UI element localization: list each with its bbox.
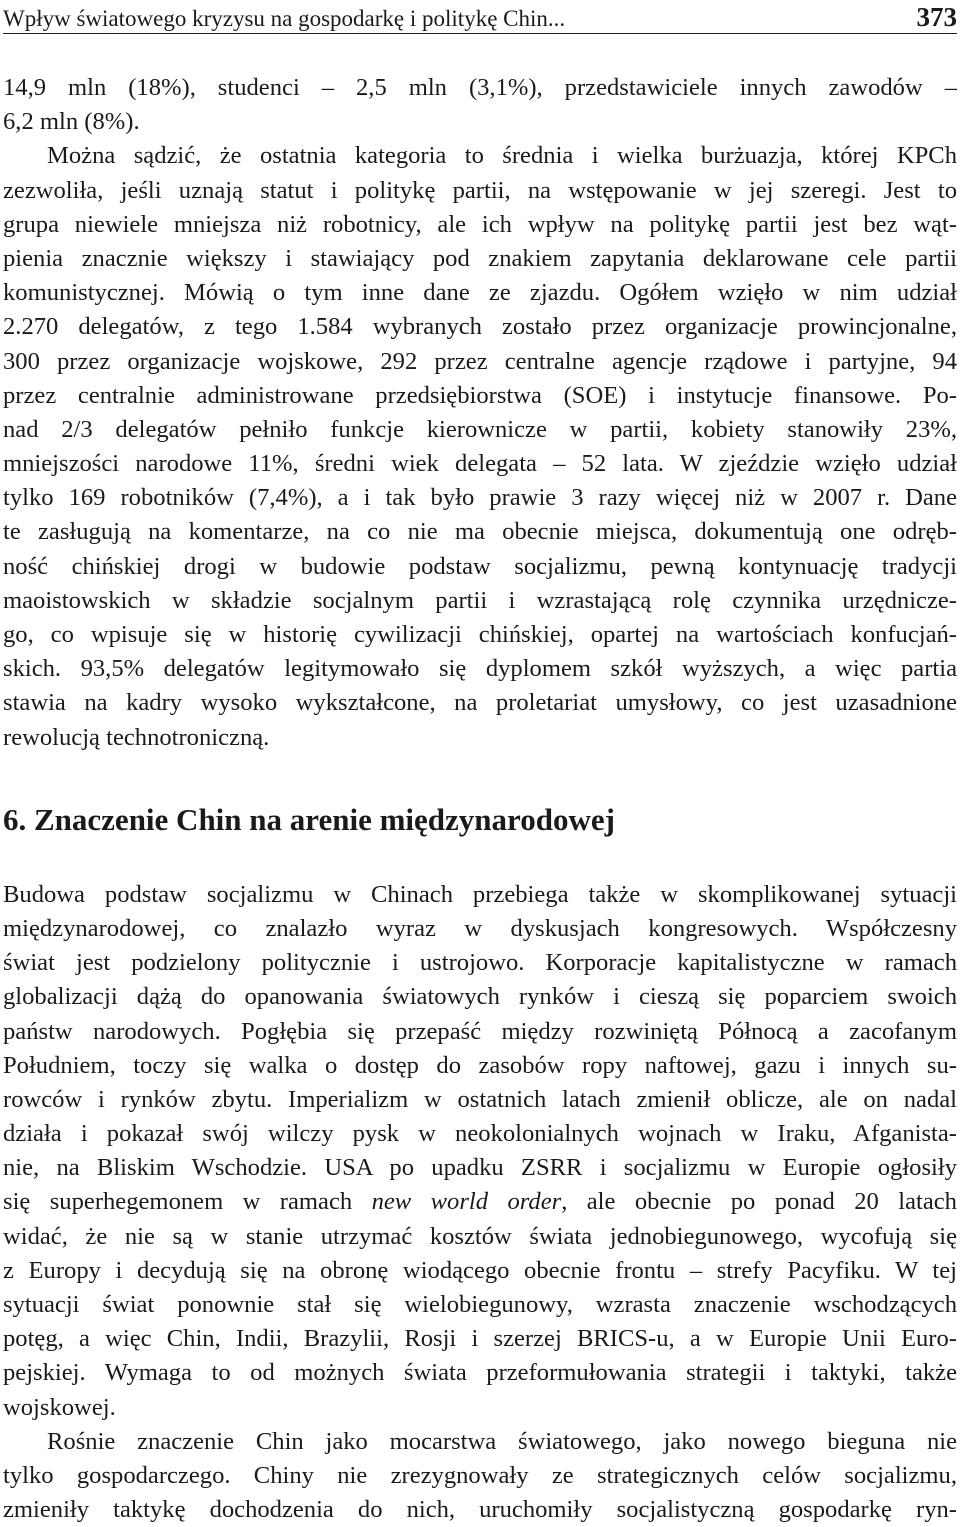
text-line: rewolucją technotroniczną. [3, 723, 270, 751]
text-line: rowców i rynków zbytu. Imperializm w ostatnich latach zmienił oblicze, ale on nadal [3, 1085, 957, 1113]
text-line: nie, na Bliskim Wschodzie. USA po upadku ZSRR i socjalizmu w Europie ogłosiły [3, 1154, 957, 1182]
text-line: zmieniły taktykę dochodzenia do nich, uruchomiły socjalistyczną gospodarkę ryn- [3, 1496, 957, 1524]
text-line: Rośnie znaczenie Chin jako mocarstwa światowego, jako nowego bieguna nie [47, 1427, 957, 1455]
paragraph-delegates [3, 139, 957, 754]
paragraph-china-power [3, 1425, 957, 1527]
text-line: widać, że nie są w stanie utrzymać kosztów świata jednobiegunowego, wycofują się [3, 1222, 957, 1250]
text-line: międzynarodowej, co znalazło wyraz w dyskusjach kongresowych. Współczesny [3, 914, 957, 942]
text-line: pejskiej. Wymaga to od możnych świata przeformułowania strategii i taktyki, także [3, 1359, 957, 1387]
running-title: Wpływ światowego kryzysu na gospodarkę i politykę Chin... [3, 6, 566, 31]
text-line: skich. 93,5% delegatów legitymowało się dyplomem szkół wyższych, a więc partia [3, 655, 957, 683]
text-line: tylko gospodarczego. Chiny nie zrezygnowały ze strategicznych celów socjalizmu, [3, 1461, 957, 1489]
text-fragment: , ale obecnie po ponad 20 latach [561, 1188, 957, 1216]
page-number: 373 [916, 2, 957, 32]
text-line: państw narodowych. Pogłębia się przepaść między rozwiniętą Północą a zacofanym [3, 1017, 957, 1045]
text-line: świat jest podzielony politycznie i ustrojowo. Korporacje kapitalistyczne w ramach [3, 949, 957, 977]
document-page [3, 0, 957, 1527]
running-header [3, 2, 957, 34]
text-line: wojskowej. [3, 1393, 116, 1421]
text-line: 6,2 mln (8%). [3, 108, 140, 136]
text-line: pienia znacznie większy i stawiający pod znakiem zapytania deklarowane cele partii [3, 244, 957, 272]
text-line: mniejszości narodowe 11%, średni wiek delegata – 52 lata. W zjeździe wzięło udział [3, 450, 957, 478]
text-line: grupa niewiele mniejsza niż robotnicy, ale ich wpływ na politykę partii jest bez wąt- [3, 210, 957, 238]
text-line: przez centralnie administrowane przedsiębiorstwa (SOE) i instytucje finansowe. Po- [3, 381, 957, 409]
text-fragment: się superhegemonem w ramach [3, 1188, 372, 1216]
text-line-with-italic [3, 1185, 957, 1219]
text-line: Południem, toczy się walka o dostęp do zasobów ropy naftowej, gazu i innych su- [3, 1051, 957, 1079]
text-line: Można sądzić, że ostatnia kategoria to średnia i wielka burżuazja, której KPCh [47, 142, 957, 170]
text-line: potęg, a więc Chin, Indii, Brazylii, Rosji i szerzej BRICS-u, a w Europie Unii Euro- [3, 1325, 957, 1353]
text-line: działa i pokazał swój wilczy pysk w neokolonialnych wojnach w Iraku, Afganista- [3, 1120, 957, 1148]
text-line: go, co wpisuje się w historię cywilizacji chińskiej, opartej na wartościach konfucjań- [3, 621, 957, 648]
text-line: nad 2/3 delegatów pełniło funkcje kierownicze w partii, kobiety stanowiły 23%, [3, 415, 957, 443]
text-line: maoistowskich w składzie socjalnym partii i wzrastającą rolę czynnika urzędnicze- [3, 586, 957, 614]
section-heading: 6. Znaczenie Chin na arenie międzynarodowej [3, 801, 615, 837]
text-line: te zasługują na komentarze, na co nie ma obecnie miejsca, dokumentują one odręb- [3, 518, 957, 546]
text-line: 2.270 delegatów, z tego 1.584 wybranych zostało przez organizacje prowincjonalne, [3, 313, 957, 341]
paragraph-continuation [3, 71, 957, 139]
paragraph-international [3, 878, 957, 1425]
text-line: stawia na kadry wysoko wykształcone, na proletariat umysłowy, co jest uzasadnione [3, 689, 957, 717]
text-line: 300 przez organizacje wojskowe, 292 przez centralne agencje rządowe i partyjne, 94 [3, 347, 957, 375]
text-line: ność chińskiej drogi w budowie podstaw socjalizmu, pewną kontynuację tradycji [3, 552, 957, 580]
text-line: tylko 169 robotników (7,4%), a i tak było prawie 3 razy więcej niż w 2007 r. Dane [3, 484, 957, 512]
text-line: zezwoliła, jeśli uznają statut i politykę partii, na wstępowanie w jej szeregi. Jest to [3, 176, 957, 204]
italic-term: new world order [371, 1188, 562, 1216]
text-line: globalizacji dążą do opanowania światowych rynków i cieszą się poparciem swoich [3, 983, 957, 1011]
text-line: Budowa podstaw socjalizmu w Chinach przebiega także w skomplikowanej sytuacji [3, 880, 957, 908]
text-line: 14,9 mln (18%), studenci – 2,5 mln (3,1%), przedstawiciele innych zawodów – [3, 74, 957, 101]
text-line: sytuacji świat ponownie stał się wielobiegunowy, wzrasta znaczenie wschodzących [3, 1291, 957, 1318]
text-line: komunistycznej. Mówią o tym inne dane ze zjazdu. Ogółem wzięło w nim udział [3, 279, 957, 307]
text-line: z Europy i decydują się na obronę wiodącego obecnie frontu – strefy Pacyfiku. W tej [3, 1256, 957, 1284]
